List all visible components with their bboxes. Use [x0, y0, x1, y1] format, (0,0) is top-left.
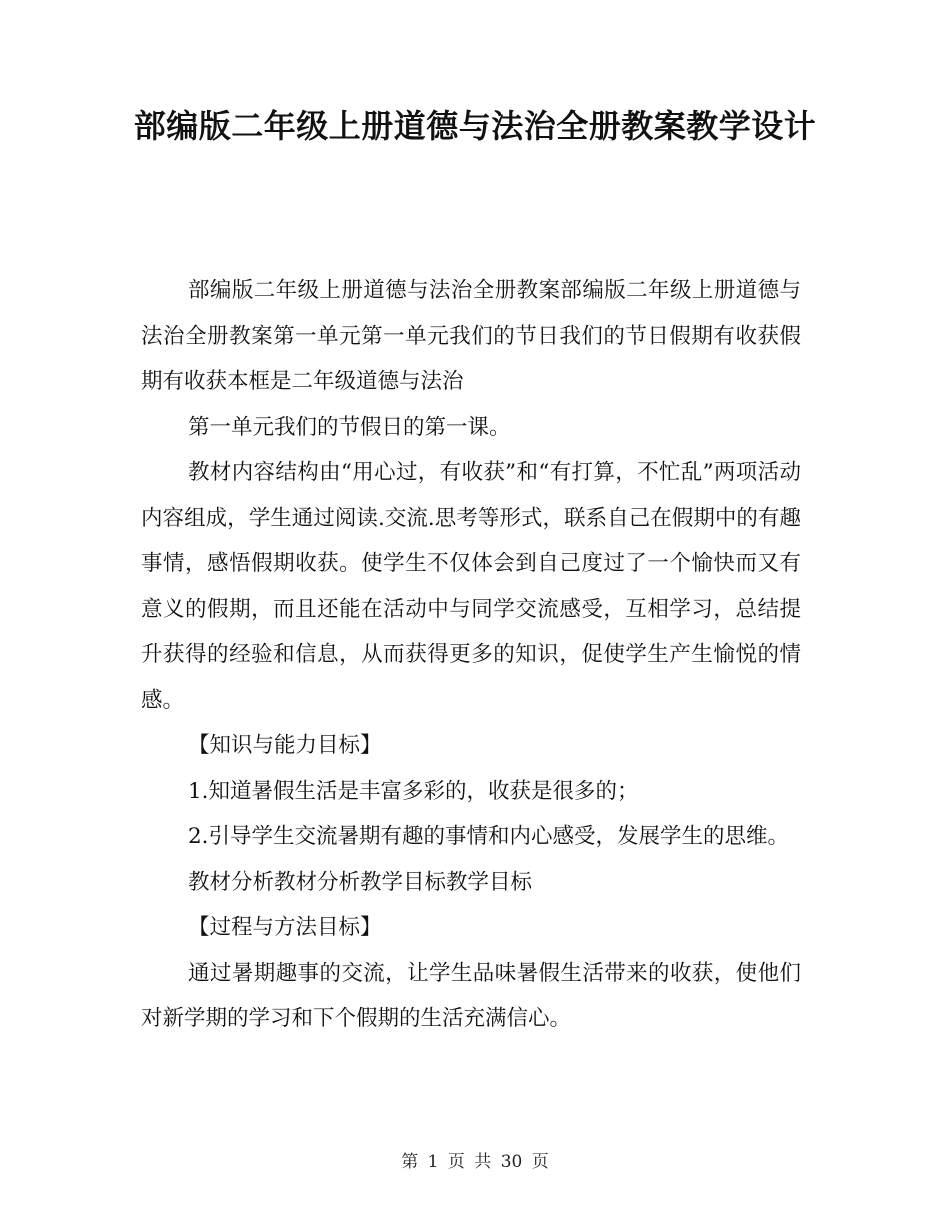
goal-item-1: 1.知道暑假生活是丰富多彩的，收获是很多的； — [188, 778, 639, 804]
heading-process-method-goals: 【过程与方法目标】 — [188, 915, 382, 940]
heading-knowledge-ability-goals: 【知识与能力目标】 — [188, 733, 382, 758]
goal-item-2: 2.引导学生交流暑期有趣的事情和内心感受，发展学生的思维。 — [188, 824, 790, 849]
document-title: 部编版二年级上册道德与法治全册教案教学设计 — [133, 107, 817, 145]
paragraph-unit-lesson: 第一单元我们的节假日的第一课。 — [188, 414, 511, 440]
paragraph-content-structure: 教材内容结构由“用心过，有收获”和“有打算，不忙乱”两项活动内容组成，学生通过阅读.交流.思考等形式，联系自己在假期中的有趣事情，感悟假期收获。使学生不仅体会到自己度过了一个愉快而又有意义的假期，而且还能在活动中与同学交流感受，互相学习，总结提升获得的经验和信息，从而获得更多的知识，促使学生产生愉悦的情感。 — [141, 460, 801, 713]
paragraph-analysis-goals: 教材分析教材分析教学目标教学目标 — [188, 869, 533, 895]
page-footer: 第 1 页 共 30 页 — [401, 1152, 549, 1172]
document-body — [141, 268, 801, 1042]
paragraph-intro: 部编版二年级上册道德与法治全册教案部编版二年级上册道德与法治全册教案第一单元第一单元我们的节日我们的节日假期有收获假期有收获本框是二年级道德与法治 — [141, 278, 801, 394]
paragraph-process-method: 通过暑期趣事的交流，让学生品味暑假生活带来的收获，使他们对新学期的学习和下个假期的生活充满信心。 — [141, 960, 801, 1031]
